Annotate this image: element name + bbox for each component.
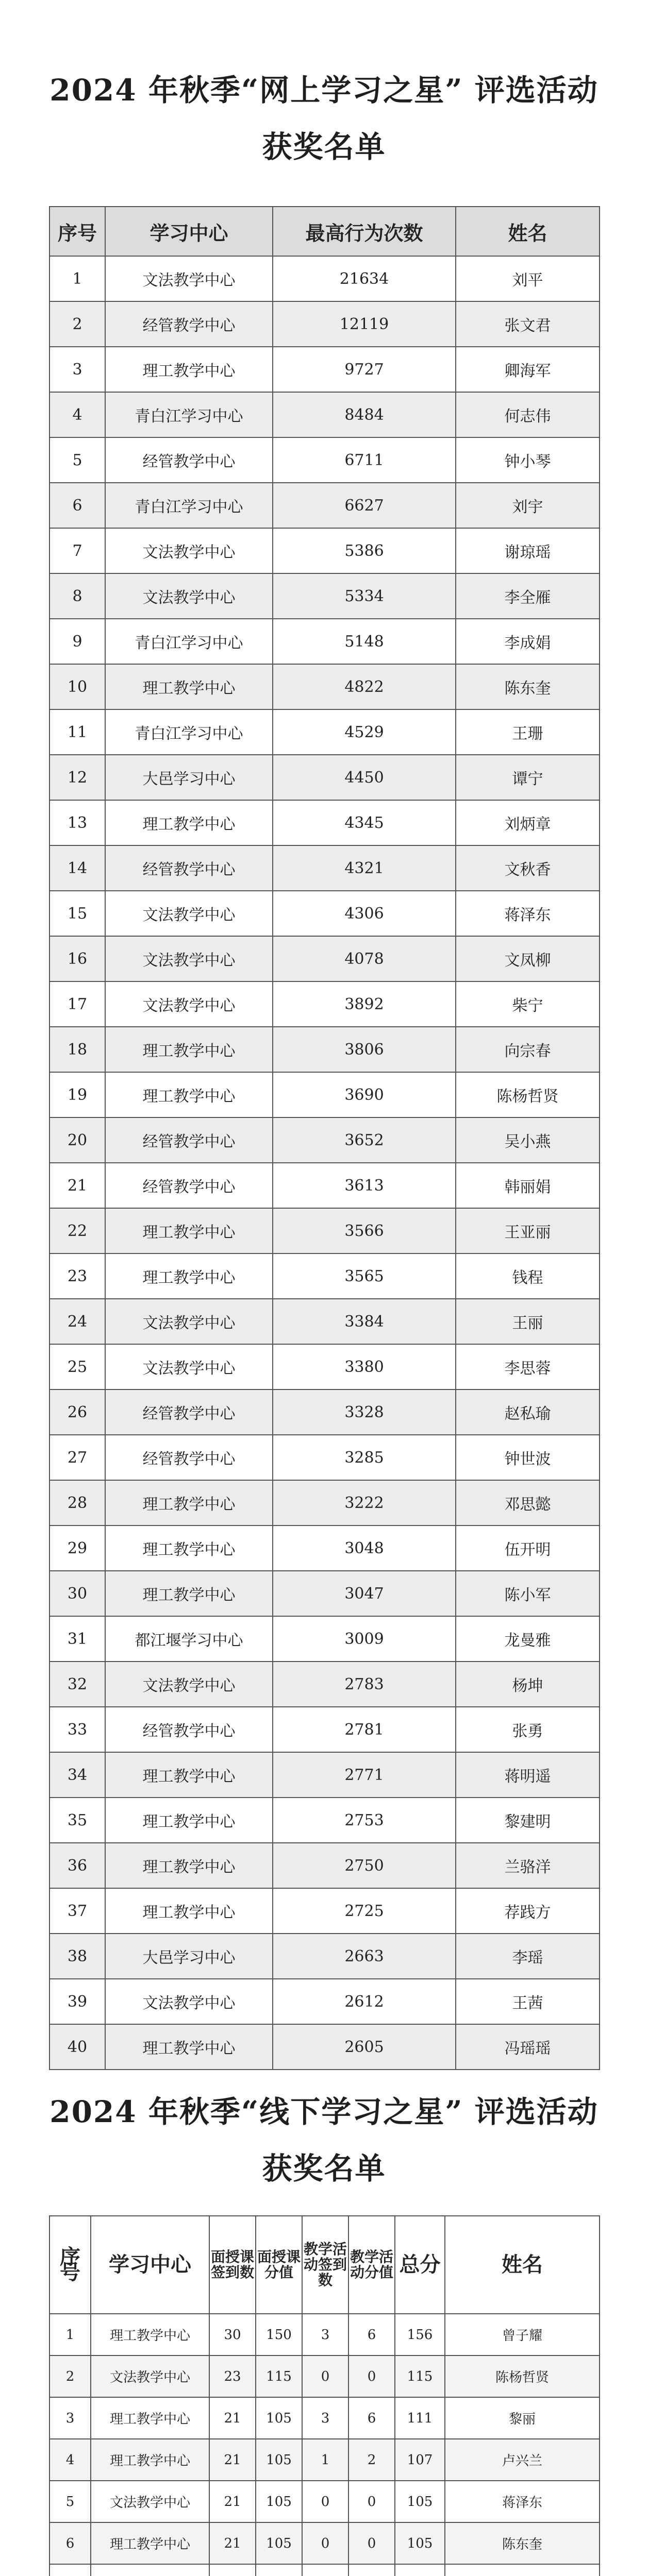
offline-title-line2: 获奖名单: [262, 2151, 386, 2186]
table-cell: 2781: [273, 1707, 456, 1752]
table-cell: 3048: [273, 1526, 456, 1571]
table-cell: 2753: [273, 1798, 456, 1843]
table-cell: 23: [49, 1253, 105, 1299]
table-cell: 5148: [273, 619, 456, 664]
table-row: [49, 1117, 600, 1163]
table-cell: 文法教学中心: [105, 528, 273, 573]
table-cell: 3892: [273, 981, 456, 1027]
table-cell: 韩丽娟: [456, 1163, 600, 1208]
column-header: 序号: [49, 207, 105, 256]
table-cell: 20: [49, 1117, 105, 1163]
table-cell: 3690: [273, 1072, 456, 1117]
table-cell: [209, 2564, 256, 2576]
column-header: 姓名: [456, 207, 600, 256]
table-cell: 理工教学中心: [105, 1208, 273, 1253]
table-cell: [49, 2564, 91, 2576]
table-cell: 文法教学中心: [105, 981, 273, 1027]
table-cell: 21: [209, 2481, 256, 2522]
table-cell: 1: [49, 2314, 91, 2355]
table-cell: 大邑学习中心: [105, 1934, 273, 1979]
table-row: [49, 301, 600, 347]
table-cell: 黎丽: [445, 2397, 600, 2439]
table-row: [49, 2314, 600, 2355]
table-cell: 25: [49, 1344, 105, 1389]
table-row: [49, 1979, 600, 2024]
column-header: 姓名: [445, 2216, 600, 2314]
column-header: 面授课分值: [256, 2216, 302, 2314]
table-cell: 105: [256, 2397, 302, 2439]
table-cell: 18: [49, 1027, 105, 1072]
table-cell: 谭宁: [456, 755, 600, 800]
table-cell: 156: [395, 2314, 445, 2355]
table-cell: 都江堰学习中心: [105, 1616, 273, 1662]
table-row: [49, 936, 600, 981]
table-row: [49, 1435, 600, 1480]
table-cell: 4450: [273, 755, 456, 800]
table-cell: 2: [348, 2439, 395, 2481]
table-cell: 105: [256, 2481, 302, 2522]
table-cell: [445, 2564, 600, 2576]
table-cell: 王亚丽: [456, 1208, 600, 1253]
table-cell: 理工教学中心: [105, 1253, 273, 1299]
table-row: [49, 437, 600, 483]
table-row: [49, 664, 600, 709]
table-cell: 文法教学中心: [105, 573, 273, 619]
table-row: [49, 1616, 600, 1662]
table-cell: 6: [348, 2397, 395, 2439]
table-row: [49, 2439, 600, 2481]
table-cell: 张勇: [456, 1707, 600, 1752]
column-header: 最高行为次数: [273, 207, 456, 256]
table-cell: 王丽: [456, 1299, 600, 1344]
table-row: [49, 1662, 600, 1707]
table-cell: 荐践方: [456, 1888, 600, 1934]
online-title-line1: 2024 年秋季“网上学习之星” 评选活动: [49, 73, 599, 108]
table-row: [49, 1707, 600, 1752]
table-cell: 陈小军: [456, 1571, 600, 1616]
table-cell: 2663: [273, 1934, 456, 1979]
table-row: [49, 1798, 600, 1843]
table-cell: 文法教学中心: [105, 256, 273, 301]
table-cell: 陈东奎: [456, 664, 600, 709]
table-cell: 3613: [273, 1163, 456, 1208]
table-cell: 105: [256, 2522, 302, 2564]
table-cell: 陈东奎: [445, 2522, 600, 2564]
table-cell: 30: [49, 1571, 105, 1616]
table-cell: 37: [49, 1888, 105, 1934]
table-cell: 冯瑶瑶: [456, 2024, 600, 2070]
table-cell: 8484: [273, 392, 456, 437]
table-cell: 4321: [273, 845, 456, 891]
table-cell: 刘平: [456, 256, 600, 301]
table-cell: 3: [49, 347, 105, 392]
table-cell: 3565: [273, 1253, 456, 1299]
table-cell: 105: [395, 2481, 445, 2522]
table-cell: 21: [209, 2439, 256, 2481]
table-cell: 钟世波: [456, 1435, 600, 1480]
offline-award-table: [49, 2215, 600, 2576]
table-cell: 4: [49, 2439, 91, 2481]
table-cell: 0: [348, 2522, 395, 2564]
table-cell: [348, 2564, 395, 2576]
table-cell: 30: [209, 2314, 256, 2355]
online-award-table: [49, 206, 600, 2070]
table-cell: 2: [49, 2355, 91, 2397]
table-cell: 理工教学中心: [105, 1888, 273, 1934]
table-cell: [302, 2564, 348, 2576]
table-cell: 何志伟: [456, 392, 600, 437]
table-cell: 31: [49, 1616, 105, 1662]
table-cell: 3: [302, 2397, 348, 2439]
table-row: [49, 256, 600, 301]
table-cell: 5386: [273, 528, 456, 573]
table-cell: 2725: [273, 1888, 456, 1934]
table-cell: 4345: [273, 800, 456, 845]
table-row: [49, 1571, 600, 1616]
table-cell: 文秋香: [456, 845, 600, 891]
table-row: [49, 347, 600, 392]
table-cell: 理工教学中心: [105, 1843, 273, 1888]
table-cell: 邓思懿: [456, 1480, 600, 1526]
table-cell: 32: [49, 1662, 105, 1707]
table-row: [49, 2355, 600, 2397]
table-cell: 0: [302, 2355, 348, 2397]
table-cell: 理工教学中心: [105, 2024, 273, 2070]
table-cell: 理工教学中心: [105, 347, 273, 392]
table-cell: 28: [49, 1480, 105, 1526]
table-cell: 3: [49, 2397, 91, 2439]
table-cell: 理工教学中心: [105, 1571, 273, 1616]
table-cell: 钱程: [456, 1253, 600, 1299]
online-title-line2: 获奖名单: [262, 129, 386, 164]
table-cell: 0: [348, 2355, 395, 2397]
table-cell: 文法教学中心: [105, 936, 273, 981]
table-cell: [256, 2564, 302, 2576]
table-cell: 柴宁: [456, 981, 600, 1027]
table-cell: 理工教学中心: [105, 1526, 273, 1571]
table-cell: 3222: [273, 1480, 456, 1526]
table-row: [49, 1027, 600, 1072]
table-cell: 12119: [273, 301, 456, 347]
table-row: [49, 392, 600, 437]
table-cell: 6627: [273, 483, 456, 528]
table-cell: 理工教学中心: [105, 1480, 273, 1526]
table-header-row: [49, 207, 600, 256]
table-cell: 3009: [273, 1616, 456, 1662]
table-cell: 24: [49, 1299, 105, 1344]
table-row: [49, 1072, 600, 1117]
table-cell: 理工教学中心: [91, 2439, 209, 2481]
table-cell: 107: [395, 2439, 445, 2481]
table-row: [49, 1480, 600, 1526]
column-header: 学习中心: [105, 207, 273, 256]
table-cell: 21634: [273, 256, 456, 301]
table-row: [49, 2397, 600, 2439]
table-cell: 3328: [273, 1389, 456, 1435]
table-row: [49, 528, 600, 573]
table-cell: 21: [209, 2522, 256, 2564]
table-cell: 105: [256, 2439, 302, 2481]
table-cell: 曾子耀: [445, 2314, 600, 2355]
table-cell: 李全雁: [456, 573, 600, 619]
table-row: [49, 709, 600, 755]
table-cell: 文法教学中心: [91, 2481, 209, 2522]
column-header: 序号: [49, 2216, 91, 2314]
table-cell: 经管教学中心: [105, 437, 273, 483]
table-cell: 4529: [273, 709, 456, 755]
table-row: [49, 891, 600, 936]
table-cell: 16: [49, 936, 105, 981]
table-cell: 经管教学中心: [105, 1389, 273, 1435]
table-cell: 36: [49, 1843, 105, 1888]
table-header-row: [49, 2216, 600, 2314]
column-header: 总分: [395, 2216, 445, 2314]
table-row: [49, 981, 600, 1027]
table-row: [49, 800, 600, 845]
table-cell: 经管教学中心: [105, 1117, 273, 1163]
offline-title-line1: 2024 年秋季“线下学习之星” 评选活动: [49, 2094, 599, 2129]
table-cell: 文凤柳: [456, 936, 600, 981]
table-row: [49, 2024, 600, 2070]
table-cell: 3806: [273, 1027, 456, 1072]
table-cell: 张文君: [456, 301, 600, 347]
table-cell: 21: [49, 1163, 105, 1208]
table-row: [49, 573, 600, 619]
table-cell: 2: [49, 301, 105, 347]
table-cell: 0: [348, 2481, 395, 2522]
table-cell: 经管教学中心: [105, 845, 273, 891]
table-cell: 文法教学中心: [105, 1299, 273, 1344]
table-cell: 蒋明遥: [456, 1752, 600, 1798]
table-cell: 刘炳章: [456, 800, 600, 845]
table-cell: 向宗春: [456, 1027, 600, 1072]
column-header: 面授课签到数: [209, 2216, 256, 2314]
table-cell: 3285: [273, 1435, 456, 1480]
table-cell: 9727: [273, 347, 456, 392]
table-cell: 23: [209, 2355, 256, 2397]
table-cell: 青白江学习中心: [105, 619, 273, 664]
table-cell: 8: [49, 573, 105, 619]
table-cell: 150: [256, 2314, 302, 2355]
table-cell: 6: [49, 483, 105, 528]
table-cell: 2771: [273, 1752, 456, 1798]
table-cell: 4306: [273, 891, 456, 936]
table-row: [49, 2564, 600, 2576]
table-cell: 3384: [273, 1299, 456, 1344]
table-cell: 13: [49, 800, 105, 845]
table-row: [49, 1526, 600, 1571]
table-cell: 2605: [273, 2024, 456, 2070]
table-cell: 4078: [273, 936, 456, 981]
table-cell: 王茜: [456, 1979, 600, 2024]
table-cell: 兰骆洋: [456, 1843, 600, 1888]
table-cell: 青白江学习中心: [105, 709, 273, 755]
table-cell: 青白江学习中心: [105, 483, 273, 528]
table-cell: 33: [49, 1707, 105, 1752]
table-cell: 9: [49, 619, 105, 664]
table-row: [49, 2522, 600, 2564]
table-cell: 115: [395, 2355, 445, 2397]
table-row: [49, 1888, 600, 1934]
table-cell: 经管教学中心: [105, 1707, 273, 1752]
table-cell: 黎建明: [456, 1798, 600, 1843]
table-cell: 伍开明: [456, 1526, 600, 1571]
table-cell: 文法教学中心: [105, 1979, 273, 2024]
table-cell: 刘宇: [456, 483, 600, 528]
table-cell: 陈杨哲贤: [456, 1072, 600, 1117]
table-cell: 29: [49, 1526, 105, 1571]
table-cell: 0: [302, 2481, 348, 2522]
table-row: [49, 483, 600, 528]
table-row: [49, 1389, 600, 1435]
table-cell: 2612: [273, 1979, 456, 2024]
table-row: [49, 2481, 600, 2522]
table-cell: 35: [49, 1798, 105, 1843]
table-row: [49, 619, 600, 664]
table-cell: 12: [49, 755, 105, 800]
table-cell: 15: [49, 891, 105, 936]
table-cell: 5334: [273, 573, 456, 619]
table-cell: 105: [395, 2522, 445, 2564]
table-cell: 4822: [273, 664, 456, 709]
column-header: 教学活动分值: [348, 2216, 395, 2314]
table-cell: 李思蓉: [456, 1344, 600, 1389]
table-row: [49, 1843, 600, 1888]
table-cell: 10: [49, 664, 105, 709]
table-row: [49, 1163, 600, 1208]
table-cell: 27: [49, 1435, 105, 1480]
table-cell: 经管教学中心: [105, 1163, 273, 1208]
table-cell: 理工教学中心: [105, 664, 273, 709]
table-cell: 2783: [273, 1662, 456, 1707]
table-cell: 3652: [273, 1117, 456, 1163]
table-cell: 4: [49, 392, 105, 437]
table-cell: 6711: [273, 437, 456, 483]
table-cell: 5: [49, 2481, 91, 2522]
table-cell: 3380: [273, 1344, 456, 1389]
table-cell: 理工教学中心: [105, 1072, 273, 1117]
table-cell: 蒋泽东: [456, 891, 600, 936]
table-cell: 李瑶: [456, 1934, 600, 1979]
table-cell: 1: [302, 2439, 348, 2481]
table-cell: 39: [49, 1979, 105, 2024]
table-cell: 文法教学中心: [105, 1344, 273, 1389]
table-cell: 34: [49, 1752, 105, 1798]
table-cell: 38: [49, 1934, 105, 1979]
table-row: [49, 845, 600, 891]
table-cell: 经管教学中心: [105, 301, 273, 347]
table-cell: 文法教学中心: [105, 891, 273, 936]
table-cell: 赵私瑜: [456, 1389, 600, 1435]
table-cell: [395, 2564, 445, 2576]
table-cell: 理工教学中心: [91, 2522, 209, 2564]
table-cell: 钟小琴: [456, 437, 600, 483]
table-cell: 5: [49, 437, 105, 483]
table-cell: 111: [395, 2397, 445, 2439]
table-row: [49, 1208, 600, 1253]
table-cell: 3047: [273, 1571, 456, 1616]
table-cell: 理工教学中心: [105, 1798, 273, 1843]
table-cell: 谢琼瑶: [456, 528, 600, 573]
table-cell: 40: [49, 2024, 105, 2070]
table-row: [49, 1344, 600, 1389]
table-cell: 蒋泽东: [445, 2481, 600, 2522]
table-cell: [91, 2564, 209, 2576]
table-cell: 21: [209, 2397, 256, 2439]
table-row: [49, 1253, 600, 1299]
table-cell: 理工教学中心: [91, 2314, 209, 2355]
table-cell: 文法教学中心: [91, 2355, 209, 2397]
table-cell: 理工教学中心: [105, 1027, 273, 1072]
table-cell: 卢兴兰: [445, 2439, 600, 2481]
table-cell: 卿海军: [456, 347, 600, 392]
table-cell: 青白江学习中心: [105, 392, 273, 437]
table-cell: 文法教学中心: [105, 1662, 273, 1707]
table-cell: 115: [256, 2355, 302, 2397]
table-cell: 1: [49, 256, 105, 301]
table-cell: 7: [49, 528, 105, 573]
column-header: 教学活动签到数: [302, 2216, 348, 2314]
table-row: [49, 755, 600, 800]
table-cell: 19: [49, 1072, 105, 1117]
table-row: [49, 1752, 600, 1798]
table-cell: 理工教学中心: [105, 800, 273, 845]
table-row: [49, 1934, 600, 1979]
table-cell: 11: [49, 709, 105, 755]
table-cell: 17: [49, 981, 105, 1027]
table-cell: 26: [49, 1389, 105, 1435]
table-cell: 大邑学习中心: [105, 755, 273, 800]
table-cell: 22: [49, 1208, 105, 1253]
table-cell: 龙曼雅: [456, 1616, 600, 1662]
table-cell: 2750: [273, 1843, 456, 1888]
table-row: [49, 1299, 600, 1344]
table-cell: 陈杨哲贤: [445, 2355, 600, 2397]
table-cell: 3566: [273, 1208, 456, 1253]
table-cell: 理工教学中心: [105, 1752, 273, 1798]
table-cell: 3: [302, 2314, 348, 2355]
table-cell: 6: [49, 2522, 91, 2564]
column-header: 学习中心: [91, 2216, 209, 2314]
table-cell: 李成娟: [456, 619, 600, 664]
table-cell: 6: [348, 2314, 395, 2355]
table-cell: 14: [49, 845, 105, 891]
table-cell: 0: [302, 2522, 348, 2564]
table-cell: 经管教学中心: [105, 1435, 273, 1480]
table-cell: 杨坤: [456, 1662, 600, 1707]
table-cell: 吴小燕: [456, 1117, 600, 1163]
table-cell: 理工教学中心: [91, 2397, 209, 2439]
table-cell: 王珊: [456, 709, 600, 755]
